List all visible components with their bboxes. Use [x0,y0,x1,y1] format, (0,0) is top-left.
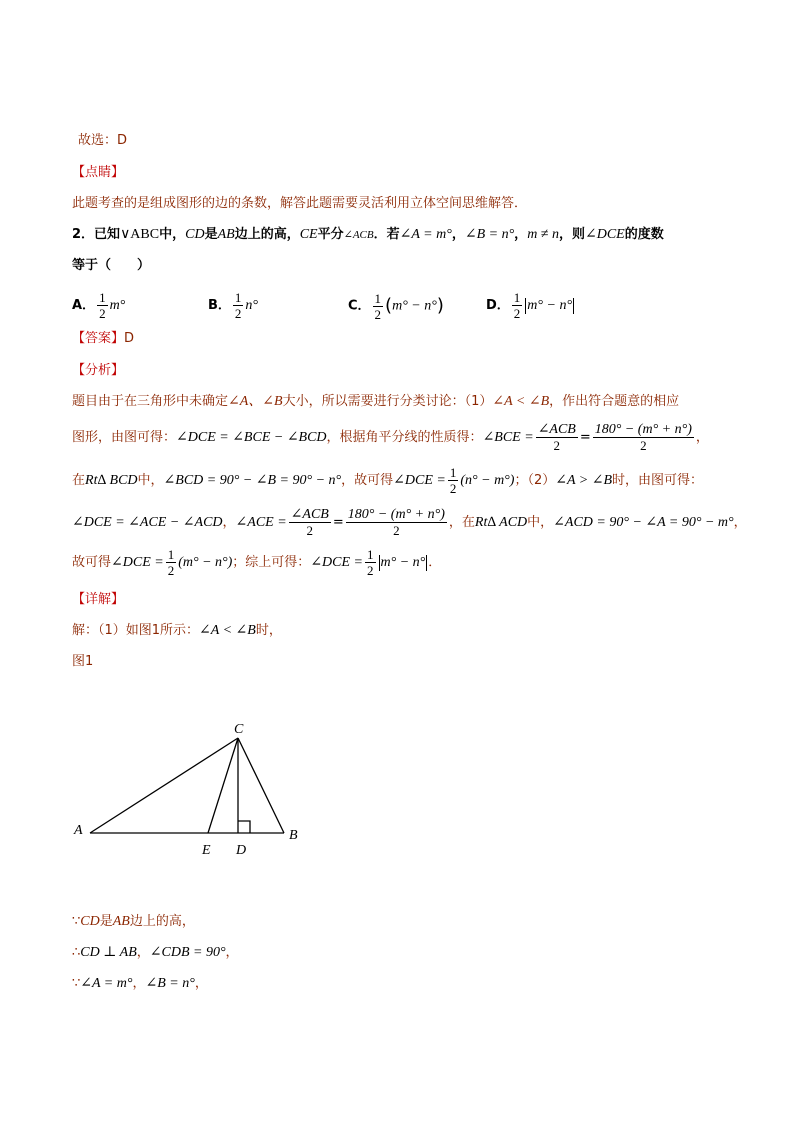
option-a [72,289,125,323]
step-math: ∠A = m° [80,976,133,991]
fenxi-text: ，作出符合题意的相应 [549,394,680,409]
question-2-line-2: 等于（ ） [72,258,151,273]
fraction-acb-over-2 [536,422,578,453]
therefore-symbol: ∴ [72,945,81,960]
dianjing-text: 此题考查的是组成图形的边的条数，解答此题需要灵活利用立体空间思维解答． [72,196,528,211]
fraction-numerator: ∠ACB [290,507,329,522]
fenxi-math: ∠A > ∠B [555,473,612,488]
option-d-label: D． [486,298,510,313]
q2-text: 是 [204,227,218,242]
question-2-line-1 [72,225,664,245]
q2-m-neq-n: m ≠ n [527,227,559,242]
figure-caption: 图1 [72,654,94,669]
fenxi-text: 题目由于在三角形中未确定 [72,394,229,409]
step-1 [72,912,195,932]
option-a-body: m° [109,298,126,313]
fenxi-math: ∠BCD = 90° − ∠B = 90° − n° [163,473,342,488]
fraction-denominator: 2 [167,563,175,578]
fraction-denominator: 2 [306,523,313,538]
fraction-numerator: 180° − (m° + n°) [594,422,692,437]
step-3 [72,974,208,994]
option-c: C． $\frac{1}{2}$ (m° − n°) [348,290,444,322]
q2-text: 平分 [317,227,344,242]
fraction-half [97,290,108,321]
fenxi-math: ∠DCE = [310,555,363,570]
fenxi-text: ，根据角平分线的性质得： [326,430,483,445]
step-text: 是 [99,914,113,929]
because-symbol: ∵ [72,976,81,991]
fenxi-text: ， [695,430,709,445]
fenxi-math: Rt∆ ACD [474,515,528,530]
fraction-numerator: 1 [367,547,374,562]
step-math: CD [80,914,100,929]
label-d: D [236,843,247,858]
fenxi-label: 【分析】 [72,363,125,378]
fraction-angle-sum [593,422,694,453]
step-text: ， [132,976,146,991]
option-b [208,289,258,323]
label-c: C [234,722,244,737]
step-math: ∠CDB = 90° [149,945,226,960]
dianjing-label: 【点睛】 [72,165,125,180]
fraction-denominator: 2 [449,481,457,496]
fenxi-line-1 [72,392,679,412]
fraction-numerator: 180° − (m° + n°) [347,507,445,522]
fraction-numerator: 1 [99,290,106,305]
right-angle-mark [238,821,250,833]
fenxi-line-4 [72,504,747,542]
q2-angle-a: ∠A = m° [399,227,452,242]
option-c-label: C． [348,298,371,314]
fenxi-text: ． [428,555,442,570]
step-math: ∠B = n° [145,976,195,991]
fenxi-text: ，在 [448,515,475,530]
fenxi-math: ∠ACD = 90° − ∠A = 90° − m° [553,515,734,530]
fraction-numerator: 1 [513,290,521,305]
step-text: 边上的高， [129,914,195,929]
question-number: 2． [72,227,95,242]
q2-cd: CD [185,227,205,242]
q2-angle-acb: ∠ACB [343,229,374,241]
fraction-denominator: 2 [234,306,242,321]
fenxi-line-2 [72,420,709,456]
previous-answer: 故选：D [78,133,128,148]
q2-text: ， [514,227,528,242]
step-math: CD ⊥ AB [80,945,137,960]
option-d [486,289,575,323]
q2-triangle: ∨ABC [120,227,160,242]
fenxi-text: ；（2） [514,473,556,488]
fraction-denominator: 2 [640,438,647,453]
fenxi-math: (m° − n°) [178,555,233,570]
fenxi-text: 时，由图可得： [612,473,704,488]
fenxi-text: 大小，所以需要进行分类讨论：（1） [282,394,493,409]
fenxi-math: ∠A < ∠B [492,394,550,409]
q2-text: 中， [159,227,186,242]
xiangjie-label: 【详解】 [72,592,125,607]
q2-text: ，则 [558,227,585,242]
fraction-numerator: ∠ACB [537,422,576,437]
option-b-body: n° [245,298,259,313]
fraction-half [166,547,177,578]
fraction-half [233,290,244,321]
side-bc [238,738,284,833]
detail-line-1 [72,621,282,641]
fenxi-math: m° − n° [380,555,426,570]
fenxi-text: ；综上可得： [232,555,311,570]
step-text: ， [136,945,150,960]
q2-text: 已知 [94,227,121,242]
fraction-acb-over-2 [289,507,331,538]
fenxi-math: ∠DCE = ∠ACE − ∠ACD [72,515,223,530]
answer-label: 【答案】 [72,331,125,346]
detail-text: 时， [255,623,282,638]
fenxi-math: Rt∆ BCD [85,473,138,488]
fraction-half [365,547,376,578]
fenxi-equals: = [579,430,591,445]
fraction-denominator: 2 [393,523,400,538]
fenxi-math: ∠ACE = [235,515,287,530]
label-a: A [74,823,83,838]
q2-angle-dce: ∠DCE [585,227,625,242]
step-2 [72,943,239,963]
fraction-numerator: 1 [449,465,457,480]
fraction-denominator: 2 [367,563,374,578]
answer-line [72,329,134,349]
fenxi-text: 中， [137,473,164,488]
option-b-label: B． [208,298,231,313]
fraction-numerator: 1 [167,547,175,562]
fenxi-line-5 [72,546,441,580]
step-math: AB [112,914,130,929]
answer-value: D [124,331,135,346]
option-a-label: A． [72,298,96,313]
step-text: ， [194,976,208,991]
q2-ab: AB [217,227,235,242]
fenxi-math: ∠A、∠B [228,394,283,409]
detail-text: 解：（1）如图1所示： [72,623,200,638]
fenxi-text: ， [733,515,747,530]
fenxi-text: ，故可得 [341,473,394,488]
label-e: E [202,843,211,858]
option-c-body: m° − n° [392,298,437,314]
fenxi-text: 在 [72,473,86,488]
fenxi-text: 中， [527,515,554,530]
q2-text: 边上的高， [234,227,300,242]
fraction-numerator: 1 [374,290,382,306]
segment-ce [208,738,238,833]
fenxi-text: 图形，由图可得： [72,430,177,445]
fenxi-math: (n° − m°) [460,473,515,488]
fenxi-math: ∠DCE = [393,473,446,488]
fenxi-math: ∠BCE = [482,430,534,445]
q2-text: 的度数 [624,227,664,242]
fenxi-text: 故可得 [72,555,112,570]
option-d-body: m° − n° [527,298,573,313]
fraction-angle-sum [346,507,447,538]
q2-text: ．若 [373,227,400,242]
q2-ce: CE [299,227,318,242]
fenxi-math: ∠DCE = [111,555,164,570]
triangle-figure [60,715,320,865]
fenxi-line-3 [72,464,703,498]
side-ac [90,738,238,833]
fraction-half [373,291,384,322]
q2-angle-b: ∠B = n° [464,227,515,242]
detail-math: ∠A < ∠B [199,623,256,638]
step-text: ， [225,945,239,960]
because-symbol: ∵ [72,914,81,929]
fenxi-math: ∠DCE = ∠BCE − ∠BCD [176,430,327,445]
label-b: B [289,828,298,843]
fraction-half [512,290,523,321]
fraction-denominator: 2 [513,306,521,321]
fenxi-equals: = [332,515,344,530]
fraction-numerator: 1 [234,290,242,305]
fraction-denominator: 2 [99,306,106,321]
fraction-denominator: 2 [553,438,561,453]
fraction-half [448,465,459,496]
fraction-denominator: 2 [374,306,382,322]
fenxi-text: ， [222,515,236,530]
q2-text: ， [451,227,465,242]
